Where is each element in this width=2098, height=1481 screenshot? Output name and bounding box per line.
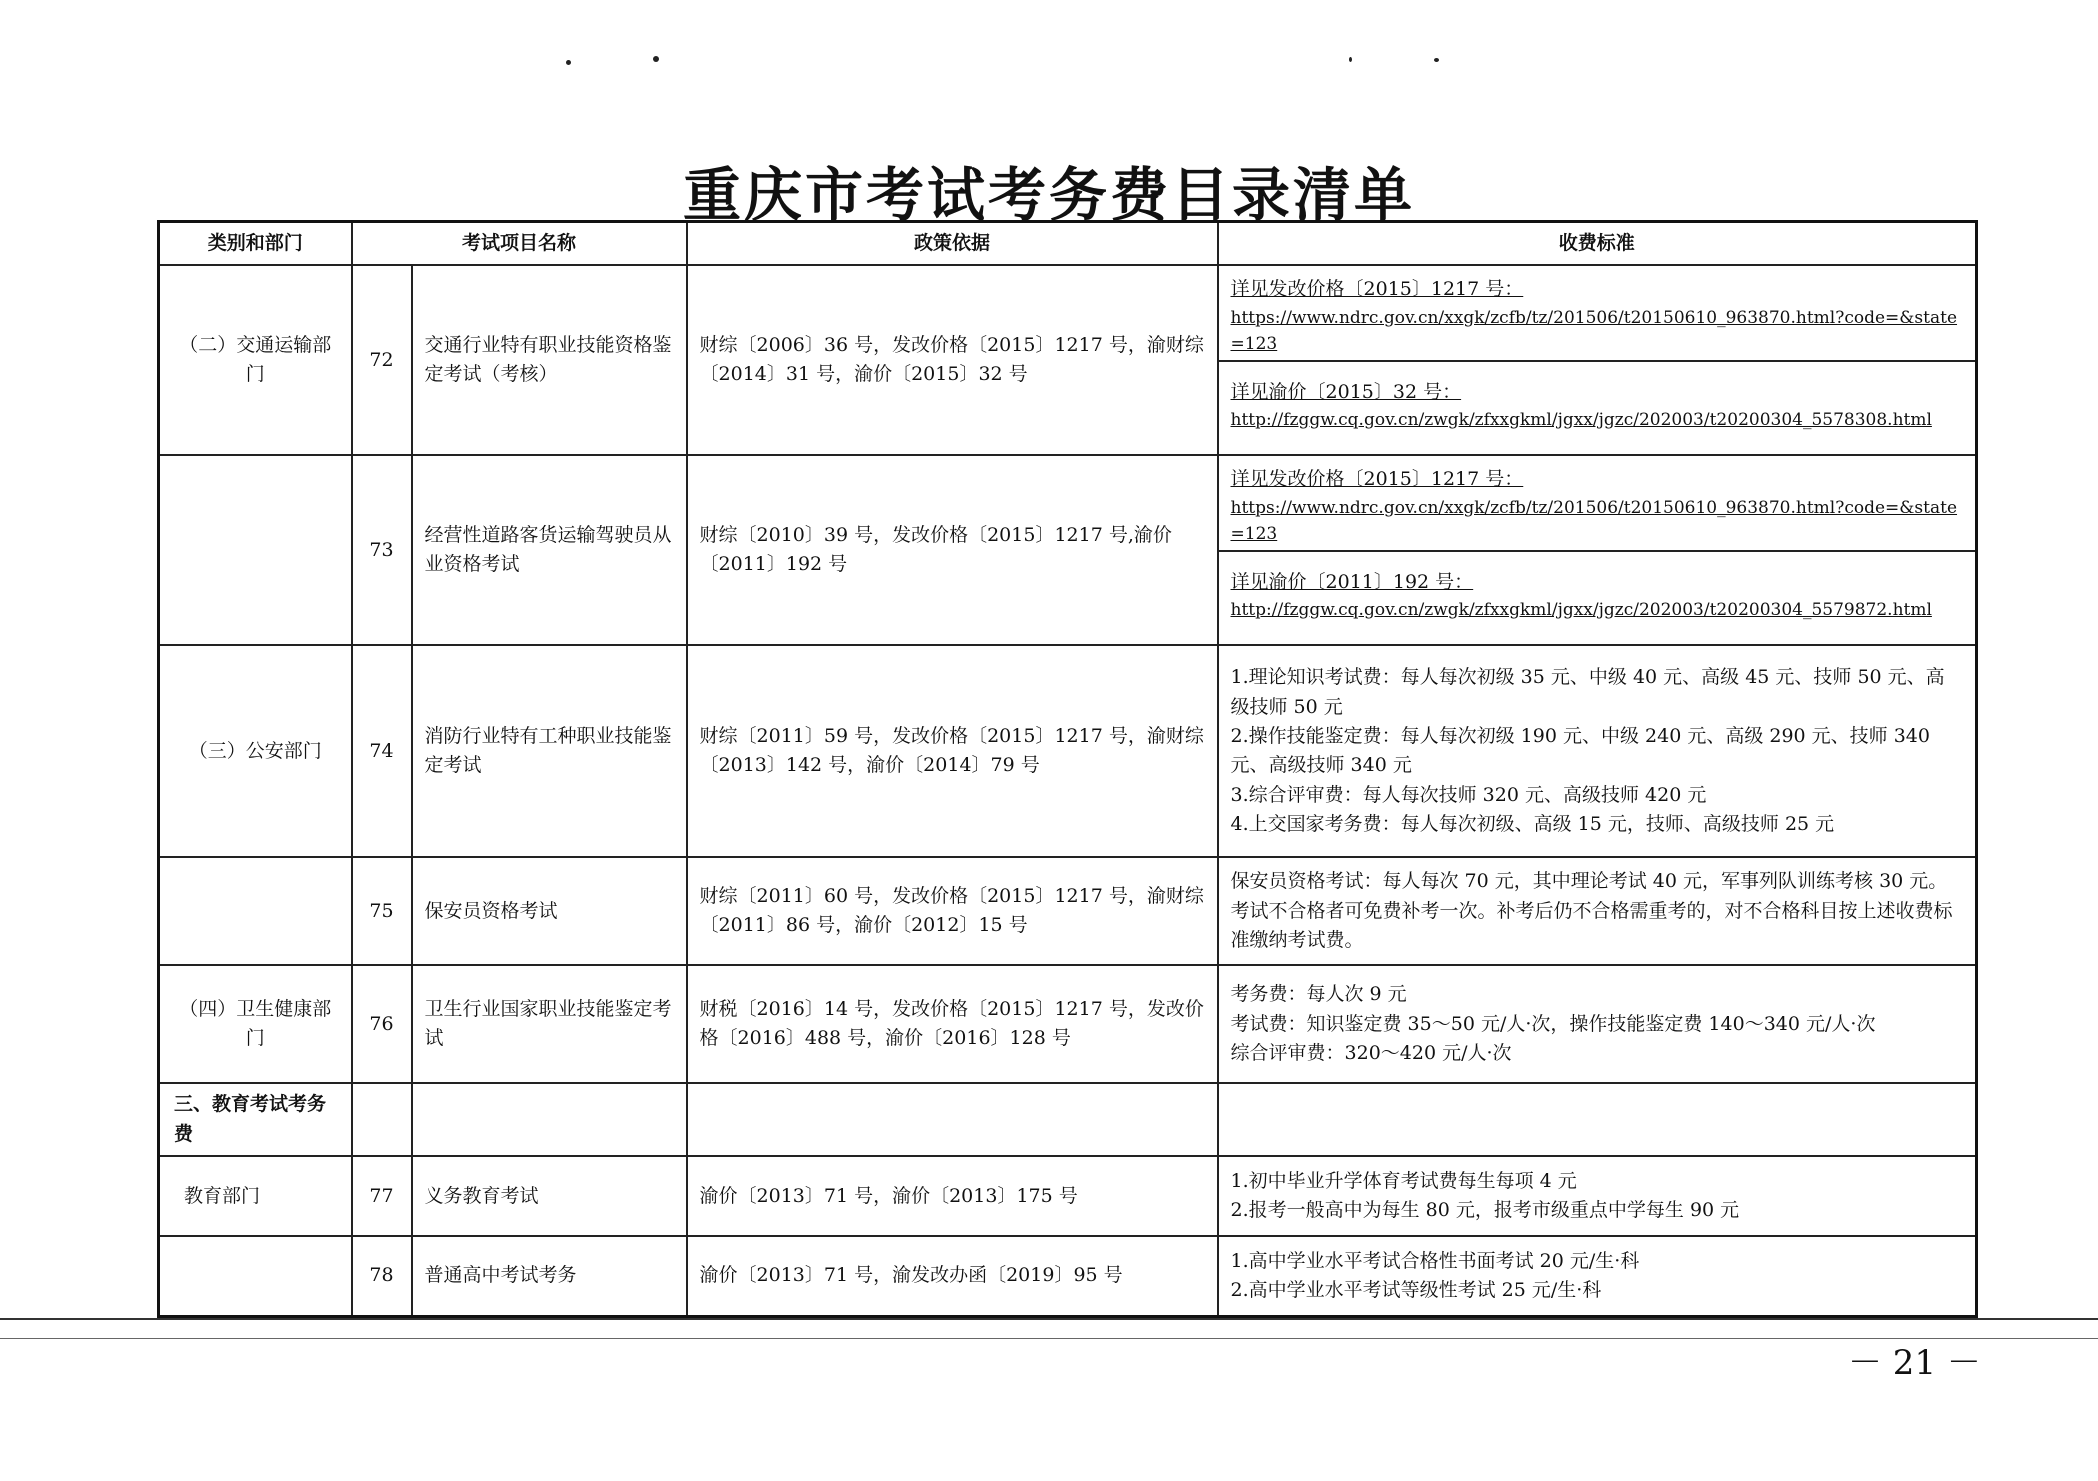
standard-line: 考试费：知识鉴定费 35～50 元/人·次，操作技能鉴定费 140～340 元/人·次 xyxy=(1230,1012,1876,1035)
standard-ref-link[interactable]: https://www.ndrc.gov.cn/xxgk/zcfb/tz/201506/t20150610_963870.html?code=&state=123 xyxy=(1230,307,1958,355)
standard-line: 1.理论知识考试费：每人每次初级 35 元、中级 40 元、高级 45 元、技师 50 元、高级技师 50 元 xyxy=(1230,666,1945,718)
row-exam-name: 消防行业特有工种职业技能鉴定考试 xyxy=(412,645,687,857)
page-number: － 21 － xyxy=(1848,1343,1981,1383)
standard-ref-label: 详见渝价〔2011〕192 号： xyxy=(1230,570,1474,593)
header-name: 考试项目名称 xyxy=(352,222,687,266)
row-exam-name: 交通行业特有职业技能资格鉴定考试（考核） xyxy=(412,265,687,455)
standard-ref-label: 详见渝价〔2015〕32 号： xyxy=(1230,380,1462,403)
section-row xyxy=(159,1083,1977,1156)
standard-line: 1.高中学业水平考试合格性书面考试 20 元/生·科 xyxy=(1230,1249,1640,1272)
row-exam-name: 卫生行业国家职业技能鉴定考试 xyxy=(412,965,687,1083)
row-number: 76 xyxy=(352,965,412,1083)
section-heading: 三、教育考试考务费 xyxy=(159,1083,352,1156)
row-standard xyxy=(1218,1236,1977,1316)
standard-ref-link[interactable]: https://www.ndrc.gov.cn/xxgk/zcfb/tz/201506/t20150610_963870.html?code=&state=123 xyxy=(1230,497,1958,545)
standard-line: 2.报考一般高中为每生 80 元，报考市级重点中学每生 90 元 xyxy=(1230,1199,1740,1222)
row-standard xyxy=(1218,1083,1977,1156)
row-standard xyxy=(1218,265,1977,455)
header-standard: 收费标准 xyxy=(1218,222,1977,266)
row-dept: （四）卫生健康部门 xyxy=(159,965,352,1083)
row-number: 78 xyxy=(352,1236,412,1316)
row-number: 77 xyxy=(352,1156,412,1236)
row-standard xyxy=(1218,645,1977,857)
row-dept xyxy=(159,857,352,965)
standard-line: 保安员资格考试：每人每次 70 元，其中理论考试 40 元，军事列队训练考核 30 元。考试不合格者可免费补考一次。补考后仍不合格需重考的，对不合格科目按上述收费标准缴纳考试费。 xyxy=(1230,870,1953,952)
standard-line: 1.初中毕业升学体育考试费每生每项 4 元 xyxy=(1230,1169,1577,1192)
standard-ref-link[interactable]: http://fzggw.cq.gov.cn/zwgk/zfxxgkml/jgxx/jgzc/202003/t20200304_5578308.html xyxy=(1230,409,1932,430)
row-policy: 财综〔2011〕59 号，发改价格〔2015〕1217 号，渝财综〔2013〕142 号，渝价〔2014〕79 号 xyxy=(687,645,1218,857)
footer-rule xyxy=(0,1318,2098,1320)
row-standard xyxy=(1218,857,1977,965)
table-header-row xyxy=(159,222,1977,266)
row-number: 72 xyxy=(352,265,412,455)
row-exam-name xyxy=(412,1083,687,1156)
standard-ref-label: 详见发改价格〔2015〕1217 号： xyxy=(1230,278,1524,301)
row-exam-name: 义务教育考试 xyxy=(412,1156,687,1236)
row-number: 75 xyxy=(352,857,412,965)
fee-table xyxy=(157,220,1978,1318)
footer-rule-secondary xyxy=(0,1338,2098,1339)
row-dept xyxy=(159,1236,352,1316)
row-number: 73 xyxy=(352,455,412,645)
standard-ref xyxy=(1219,272,1976,360)
row-standard xyxy=(1218,455,1977,645)
row-policy: 财综〔2006〕36 号，发改价格〔2015〕1217 号，渝财综〔2014〕31 号，渝价〔2015〕32 号 xyxy=(687,265,1218,455)
row-policy: 财综〔2011〕60 号，发改价格〔2015〕1217 号，渝财综〔2011〕86 号，渝价〔2012〕15 号 xyxy=(687,857,1218,965)
row-exam-name: 保安员资格考试 xyxy=(412,857,687,965)
table-row xyxy=(159,1236,1977,1316)
row-exam-name: 经营性道路客货运输驾驶员从业资格考试 xyxy=(412,455,687,645)
row-policy: 渝价〔2013〕71 号，渝价〔2013〕175 号 xyxy=(687,1156,1218,1236)
standard-line: 综合评审费：320～420 元/人·次 xyxy=(1230,1042,1512,1065)
table-row xyxy=(159,857,1977,965)
row-policy: 渝价〔2013〕71 号，渝发改办函〔2019〕95 号 xyxy=(687,1236,1218,1316)
page-title: 重庆市考试考务费目录清单 xyxy=(682,161,1415,229)
row-policy: 财综〔2010〕39 号，发改价格〔2015〕1217 号,渝价〔2011〕192 号 xyxy=(687,455,1218,645)
standard-line: 4.上交国家考务费：每人每次初级、高级 15 元，技师、高级技师 25 元 xyxy=(1230,813,1835,836)
row-standard xyxy=(1218,1156,1977,1236)
row-exam-name: 普通高中考试考务 xyxy=(412,1236,687,1316)
table-row xyxy=(159,1156,1977,1236)
row-policy: 财税〔2016〕14 号，发改价格〔2015〕1217 号，发改价格〔2016〕488 号，渝价〔2016〕128 号 xyxy=(687,965,1218,1083)
standard-ref-link[interactable]: http://fzggw.cq.gov.cn/zwgk/zfxxgkml/jgxx/jgzc/202003/t20200304_5579872.html xyxy=(1230,599,1932,620)
row-dept xyxy=(159,455,352,645)
row-standard xyxy=(1218,965,1977,1083)
header-policy: 政策依据 xyxy=(687,222,1218,266)
standard-line: 3.综合评审费：每人每次技师 320 元、高级技师 420 元 xyxy=(1230,783,1707,806)
row-policy xyxy=(687,1083,1218,1156)
row-dept: （二）交通运输部门 xyxy=(159,265,352,455)
row-number xyxy=(352,1083,412,1156)
table-row xyxy=(159,265,1977,455)
standard-ref-label: 详见发改价格〔2015〕1217 号： xyxy=(1230,468,1524,491)
standard-line: 2.高中学业水平考试等级性考试 25 元/生·科 xyxy=(1230,1279,1602,1302)
table-row xyxy=(159,645,1977,857)
row-dept: 教育部门 xyxy=(159,1156,352,1236)
standard-line: 2.操作技能鉴定费：每人每次初级 190 元、中级 240 元、高级 290 元、技师 340 元、高级技师 340 元 xyxy=(1230,725,1930,777)
header-dept: 类别和部门 xyxy=(159,222,352,266)
row-dept: （三）公安部门 xyxy=(159,645,352,857)
row-number: 74 xyxy=(352,645,412,857)
table-row xyxy=(159,965,1977,1083)
standard-ref xyxy=(1219,462,1976,550)
standard-ref xyxy=(1219,360,1976,448)
table-row xyxy=(159,455,1977,645)
standard-ref xyxy=(1219,550,1976,638)
standard-line: 考务费：每人次 9 元 xyxy=(1230,983,1407,1006)
